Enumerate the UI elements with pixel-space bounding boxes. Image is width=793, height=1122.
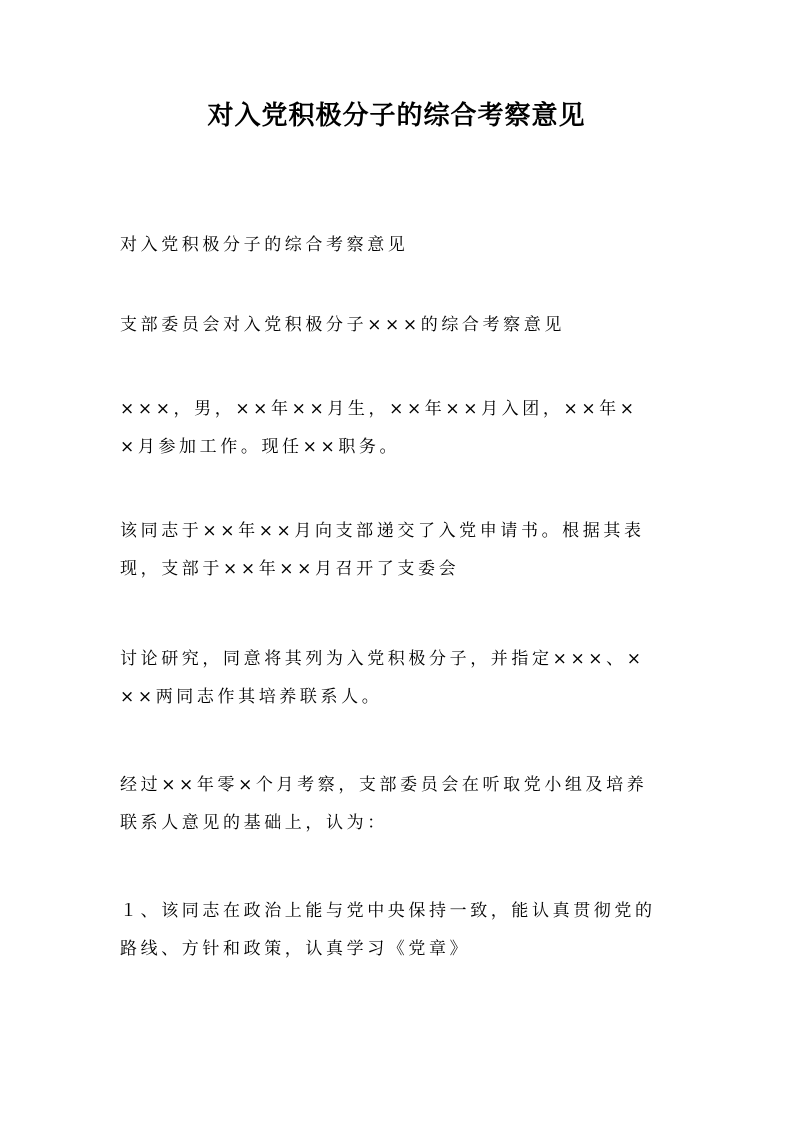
paragraph-line: 联系人意见的基础上，认为： (120, 813, 388, 833)
paragraph-line: ××两同志作其培养联系人。 (120, 687, 383, 707)
paragraph-point-1 (120, 892, 676, 968)
paragraph-line: 支部委员会对入党积极分子×××的综合考察意见 (120, 315, 565, 335)
paragraph-evaluation (120, 766, 676, 842)
paragraph-discussion (120, 640, 676, 716)
paragraph-line: 现，支部于××年××月召开了支委会 (120, 559, 460, 579)
paragraph-line: 路线、方针和政策，认真学习《党章》 (120, 939, 471, 959)
paragraph-line: 对入党积极分子的综合考察意见 (120, 235, 409, 255)
paragraph-application (120, 512, 676, 588)
document-title: 对入党积极分子的综合考察意见 (207, 101, 586, 131)
paragraph-line: １、该同志在政治上能与党中央保持一致，能认真贯彻党的 (120, 901, 656, 921)
paragraph-line: ×××，男，××年××月生，××年××月入团，××年× (120, 399, 638, 419)
paragraph-line: ×月参加工作。现任××职务。 (120, 437, 401, 457)
paragraph-line: 该同志于××年××月向支部递交了入党申请书。根据其表 (120, 521, 645, 541)
paragraph-line: 经过××年零×个月考察，支部委员会在听取党小组及培养 (120, 775, 648, 795)
paragraph-line: 讨论研究，同意将其列为入党积极分子，并指定×××、× (120, 649, 645, 669)
paragraph-subtitle (120, 226, 676, 264)
paragraph-committee-heading (120, 306, 676, 344)
paragraph-personal-info (120, 390, 676, 466)
